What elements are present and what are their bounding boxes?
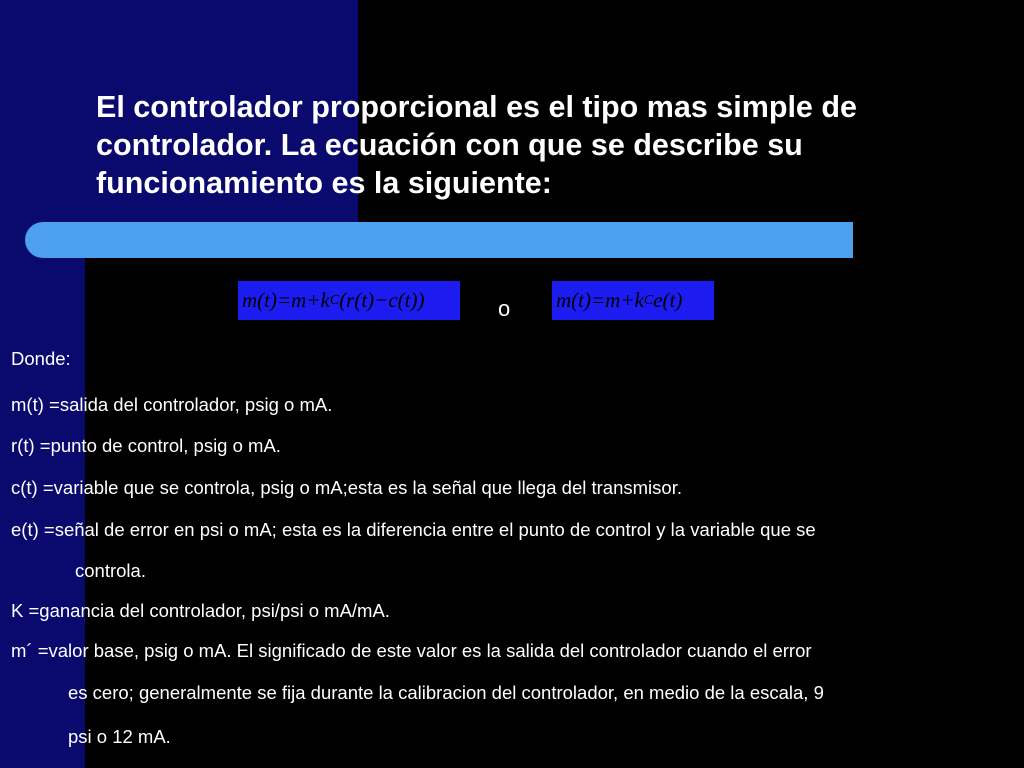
definition-line-continuation: es cero; generalmente se fija durante la calibracion del controlador, en medio de la escala, 9: [68, 682, 824, 703]
definition-line-continuation: psi o 12 mA.: [68, 726, 171, 747]
definition-line: r(t) =punto de control, psig o mA.: [11, 435, 281, 456]
eq1-gain-subscript: C: [329, 292, 340, 308]
eq1-lhs: m(t): [242, 288, 277, 312]
eq1-error-term: (r(t)−c(t)): [339, 288, 425, 312]
eq1-gain: k: [320, 288, 330, 312]
eq2-equals: =: [591, 288, 606, 312]
definition-line: e(t) =señal de error en psi o mA; esta es la diferencia entre el punto de control y la variable que se: [11, 519, 816, 540]
definition-line: m(t) =salida del controlador, psig o mA.: [11, 394, 333, 415]
slide-title: El controlador proporcional es el tipo mas simple de controlador. La ecuación con que se describe su funcionamiento es la siguiente:: [96, 90, 857, 200]
eq1-equals: =: [277, 288, 292, 312]
definitions-intro: Donde:: [11, 348, 71, 369]
eq1-base: m: [291, 288, 307, 312]
definition-line: m´ =valor base, psig o mA. El significado de este valor es la salida del controlador cuando el error: [11, 640, 812, 661]
equation-proportional-full: [238, 281, 460, 320]
eq2-gain-subscript: C: [643, 292, 654, 308]
eq1-plus: +: [306, 288, 321, 312]
accent-bar: [25, 222, 853, 258]
eq2-plus: +: [620, 288, 635, 312]
definition-line-continuation: controla.: [75, 560, 146, 581]
eq2-gain: k: [634, 288, 644, 312]
eq2-error-term: e(t): [653, 288, 683, 312]
definition-line: c(t) =variable que se controla, psig o mA;esta es la señal que llega del transmisor.: [11, 477, 682, 498]
or-label: o: [498, 296, 511, 321]
definition-line: K =ganancia del controlador, psi/psi o mA/mA.: [11, 600, 390, 621]
eq2-lhs: m(t): [556, 288, 591, 312]
eq2-base: m: [605, 288, 621, 312]
equation-proportional-error: [552, 281, 714, 320]
